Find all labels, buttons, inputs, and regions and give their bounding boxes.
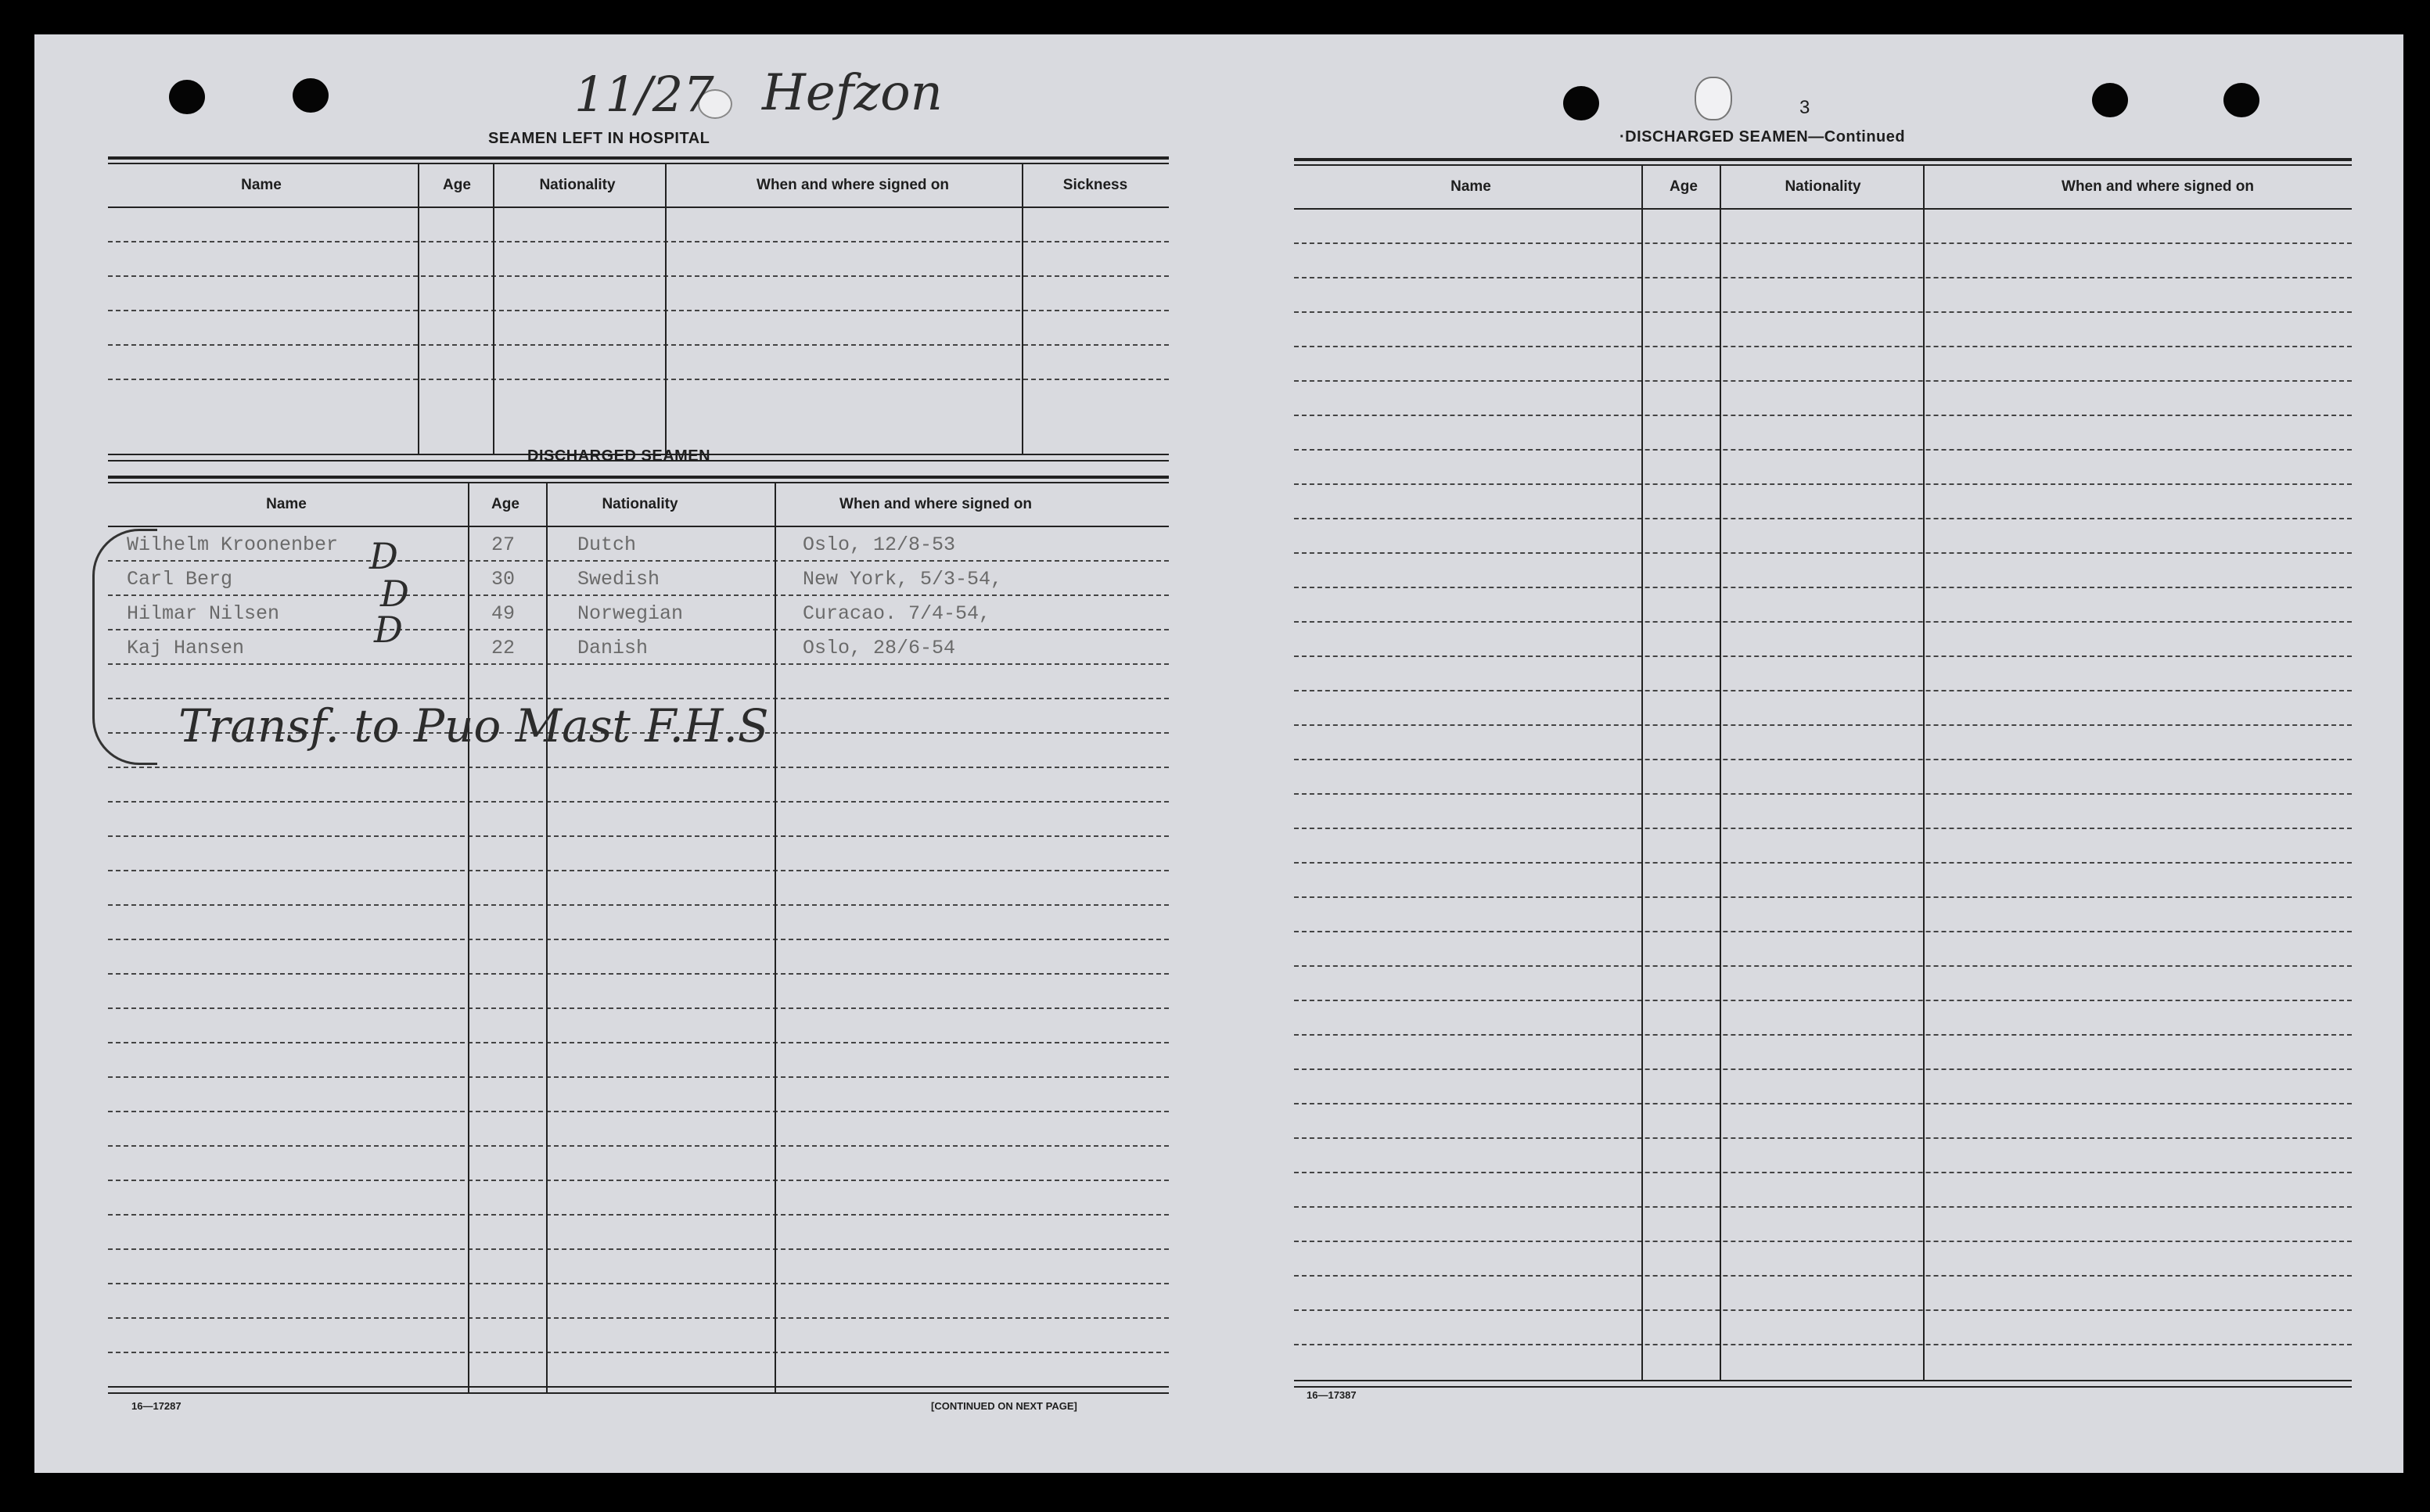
ruled-line: [1294, 793, 2352, 795]
ruled-line: [108, 973, 1169, 975]
ruled-line: [108, 870, 1169, 871]
ruled-line: [1294, 896, 2352, 898]
ruled-line: [108, 663, 1169, 665]
column-header-signed-on: When and where signed on: [757, 177, 949, 193]
column-header-nationality: Nationality: [602, 496, 678, 512]
ruled-line: [1294, 1275, 2352, 1277]
ruled-line: [108, 560, 1169, 562]
seaman-nationality: Swedish: [577, 568, 660, 591]
seaman-signed-on: New York, 5/3-54,: [803, 568, 1003, 591]
column-header-signed-on: When and where signed on: [2062, 178, 2254, 195]
ruled-line: [1294, 1068, 2352, 1070]
ruled-line: [1294, 346, 2352, 347]
ruled-line: [108, 904, 1169, 906]
ruled-line: [108, 1076, 1169, 1078]
ruled-line: [1294, 690, 2352, 691]
hospital-section-title: SEAMEN LEFT IN HOSPITAL: [488, 130, 710, 147]
ruled-line: [1294, 415, 2352, 416]
ruled-line: [108, 1145, 1169, 1147]
ruled-line: [1294, 1137, 2352, 1139]
ruled-line: [1294, 380, 2352, 382]
discharged-continued-table: [1294, 158, 2352, 1391]
ruled-line: [1294, 449, 2352, 451]
column-header-name: Name: [1450, 178, 1491, 195]
column-header-age: Age: [443, 177, 471, 193]
ruled-line: [108, 939, 1169, 940]
handwritten-mark: D: [369, 535, 398, 577]
document-sheet: [34, 34, 2403, 1473]
ruled-line: [1294, 655, 2352, 657]
ruled-line: [1294, 621, 2352, 623]
ruled-line: [108, 767, 1169, 768]
ruled-line: [1294, 483, 2352, 485]
table-row: [127, 533, 338, 556]
seaman-signed-on: Oslo, 12/8-53: [803, 533, 956, 556]
ruled-line: [1294, 277, 2352, 278]
ruled-line: [1294, 862, 2352, 864]
ruled-line: [1294, 724, 2352, 726]
handwritten-mark: D: [374, 609, 403, 651]
handwritten-date: 11/27: [574, 66, 714, 123]
discharged-section-title: DISCHARGED SEAMEN: [527, 447, 711, 465]
seaman-nationality: Dutch: [577, 533, 637, 556]
title-sub: —Continued: [1808, 128, 1906, 145]
form-number: 16—17287: [131, 1400, 182, 1412]
punch-hole: [2223, 83, 2259, 117]
form-number: 16—17387: [1307, 1389, 1357, 1401]
column-header-age: Age: [1670, 178, 1698, 195]
ruled-line: [108, 801, 1169, 803]
torn-hole: [1695, 77, 1732, 120]
title-bullet: ·: [1619, 128, 1626, 145]
ruled-line: [1294, 242, 2352, 244]
ruled-line: [1294, 965, 2352, 967]
seaman-age: 27: [491, 533, 516, 556]
punch-hole: [2092, 83, 2128, 117]
handwritten-bracket: [92, 529, 157, 765]
continued-note: [CONTINUED ON NEXT PAGE]: [931, 1400, 1077, 1412]
hospital-table: [108, 156, 1169, 465]
ruled-line: [1294, 518, 2352, 519]
ruled-line: [1294, 1172, 2352, 1173]
ruled-line: [108, 1214, 1169, 1216]
handwritten-name: Hefzon: [762, 64, 943, 122]
ruled-line: [1294, 552, 2352, 554]
seaman-age: 49: [491, 602, 516, 625]
handwritten-transfer-note: Transf. to Puo Mast F.H.S: [178, 699, 769, 752]
ruled-line: [108, 1248, 1169, 1250]
seaman-name: Kaj Hansen: [127, 637, 245, 659]
punch-hole: [169, 80, 205, 114]
column-header-name: Name: [266, 496, 307, 512]
seaman-nationality: Norwegian: [577, 602, 684, 625]
seaman-age: 22: [491, 637, 516, 659]
column-header-age: Age: [491, 496, 519, 512]
seaman-nationality: Danish: [577, 637, 649, 659]
punch-hole: [293, 78, 329, 113]
ruled-line: [108, 1352, 1169, 1353]
ruled-line: [108, 1042, 1169, 1043]
ruled-line: [108, 1283, 1169, 1284]
ruled-line: [1294, 1034, 2352, 1036]
ruled-line: [1294, 1000, 2352, 1001]
ruled-line: [1294, 759, 2352, 760]
ruled-line: [1294, 1309, 2352, 1311]
ruled-line: [1294, 828, 2352, 829]
punch-hole: [1563, 86, 1599, 120]
ruled-line: [1294, 1344, 2352, 1345]
seaman-age: 30: [491, 568, 516, 591]
ruled-line: [108, 594, 1169, 596]
ruled-line: [108, 1111, 1169, 1112]
column-header-sickness: Sickness: [1062, 177, 1128, 193]
page-number: 3: [1799, 97, 1810, 118]
seaman-signed-on: Curacao. 7/4-54,: [803, 602, 991, 625]
seaman-signed-on: Oslo, 28/6-54: [803, 637, 956, 659]
seaman-name: Carl Berg: [127, 568, 233, 591]
column-header-nationality: Nationality: [539, 177, 616, 193]
continued-section-title: [1619, 128, 1905, 146]
handwritten-mark: D: [380, 573, 409, 615]
ruled-line: [1294, 1103, 2352, 1104]
column-header-signed-on: When and where signed on: [839, 496, 1032, 512]
seaman-name: Wilhelm Kroonenber: [127, 533, 339, 556]
ruled-line: [108, 1007, 1169, 1009]
ruled-line: [1294, 587, 2352, 588]
column-header-nationality: Nationality: [1785, 178, 1861, 195]
ruled-line: [108, 1317, 1169, 1319]
ruled-line: [1294, 1241, 2352, 1242]
column-header-name: Name: [241, 177, 282, 193]
ruled-line: [1294, 311, 2352, 313]
seaman-name: Hilmar Nilsen: [127, 602, 280, 625]
discharged-table: [108, 476, 1169, 1402]
ruled-line: [108, 629, 1169, 630]
title-main: DISCHARGED SEAMEN: [1625, 128, 1809, 145]
ruled-line: [1294, 1206, 2352, 1208]
ruled-line: [108, 835, 1169, 837]
ruled-line: [108, 1180, 1169, 1181]
ruled-line: [1294, 931, 2352, 932]
